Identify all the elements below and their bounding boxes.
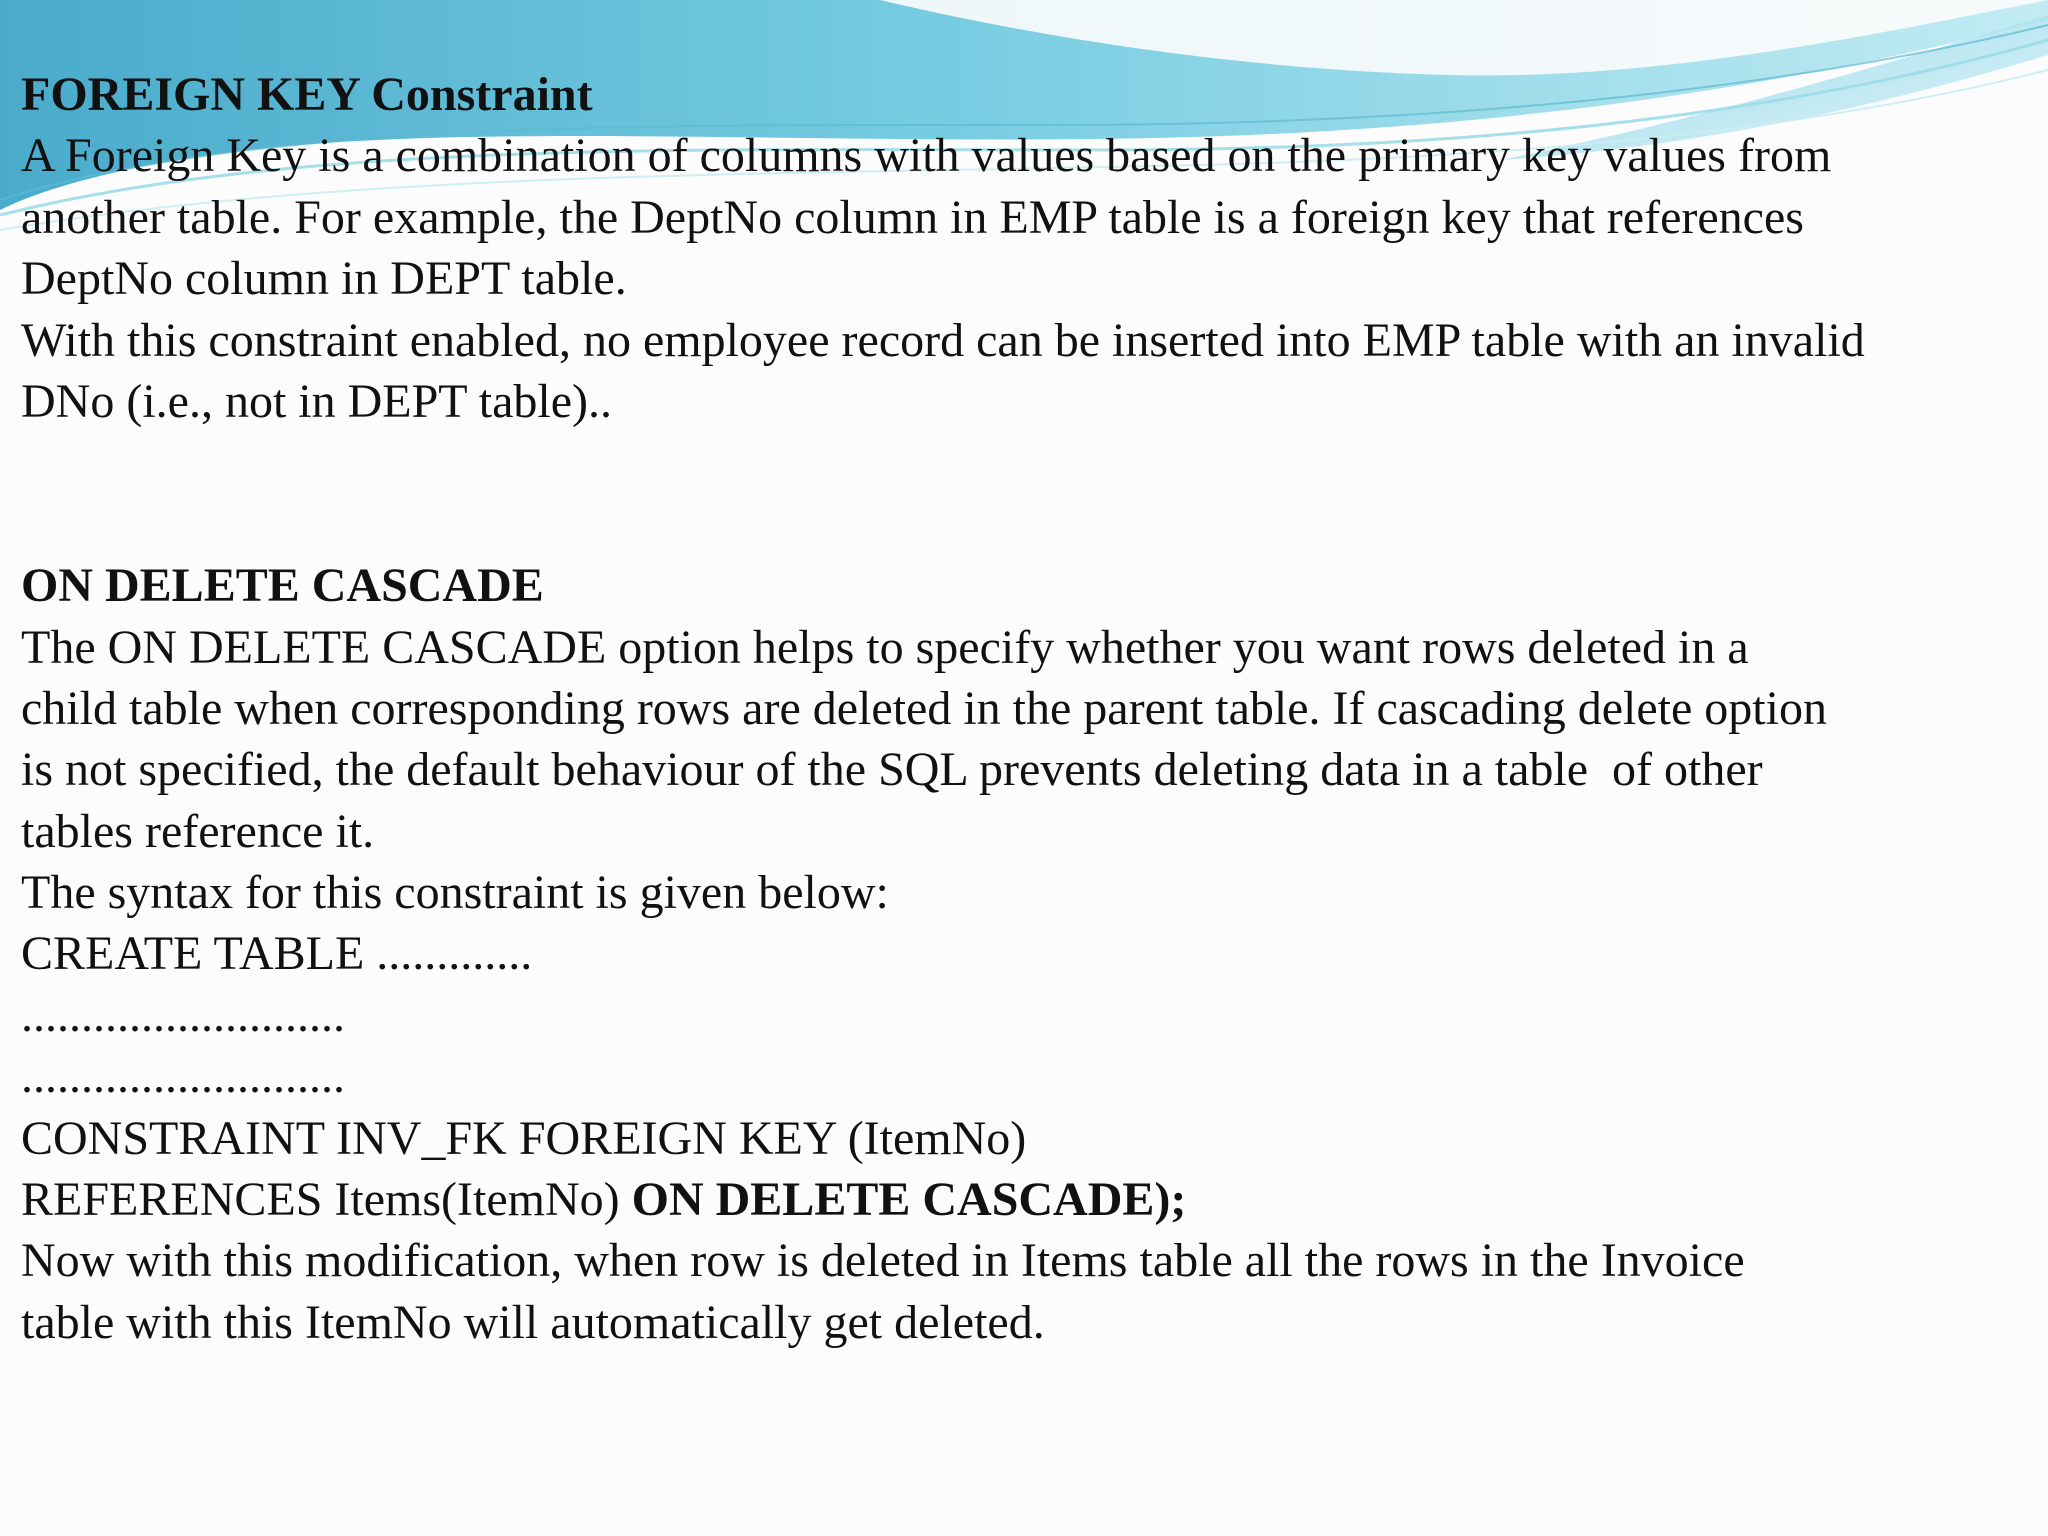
foreign-key-line-3: DeptNo column in DEPT table. bbox=[21, 252, 627, 306]
syntax-references-line bbox=[21, 1169, 2031, 1230]
cascade-line-2: child table when corresponding rows are deleted in the parent table. If cascading delete option bbox=[21, 681, 1827, 735]
syntax-ellipsis-line-2: ........................... bbox=[21, 1050, 345, 1104]
closing-line-1: Now with this modification, when row is deleted in Items table all the rows in the Invoice bbox=[21, 1234, 1745, 1288]
syntax-create-table-line: CREATE TABLE ............. bbox=[21, 927, 533, 981]
foreign-key-line-5: DNo (i.e., not in DEPT table).. bbox=[21, 374, 613, 428]
cascade-line-3: is not specified, the default behaviour of the SQL prevents deleting data in a table of other bbox=[21, 743, 1763, 797]
cascade-line-1: The ON DELETE CASCADE option helps to specify whether you want rows deleted in a bbox=[21, 620, 1749, 674]
slide-content bbox=[21, 64, 2031, 1353]
syntax-ellipsis-line-1: ........................... bbox=[21, 988, 345, 1042]
cascade-line-4: tables reference it. bbox=[21, 804, 375, 858]
foreign-key-heading: FOREIGN KEY Constraint bbox=[21, 68, 593, 121]
references-text: REFERENCES Items(ItemNo) bbox=[21, 1173, 632, 1227]
on-delete-cascade-text: ON DELETE CASCADE); bbox=[631, 1173, 1187, 1227]
foreign-key-line-4: With this constraint enabled, no employee record can be inserted into EMP table with an invalid bbox=[21, 313, 1865, 367]
foreign-key-line-2: another table. For example, the DeptNo column in EMP table is a foreign key that references bbox=[21, 190, 1804, 244]
syntax-intro-line: The syntax for this constraint is given below: bbox=[21, 866, 889, 920]
section-spacer bbox=[21, 432, 2031, 555]
closing-line-2: table with this ItemNo will automatically get deleted. bbox=[21, 1295, 1045, 1349]
foreign-key-line-1: A Foreign Key is a combination of columns with values based on the primary key values from bbox=[21, 129, 1832, 183]
syntax-constraint-line: CONSTRAINT INV_FK FOREIGN KEY (ItemNo) bbox=[21, 1111, 1027, 1165]
cascade-heading: ON DELETE CASCADE bbox=[21, 559, 544, 613]
